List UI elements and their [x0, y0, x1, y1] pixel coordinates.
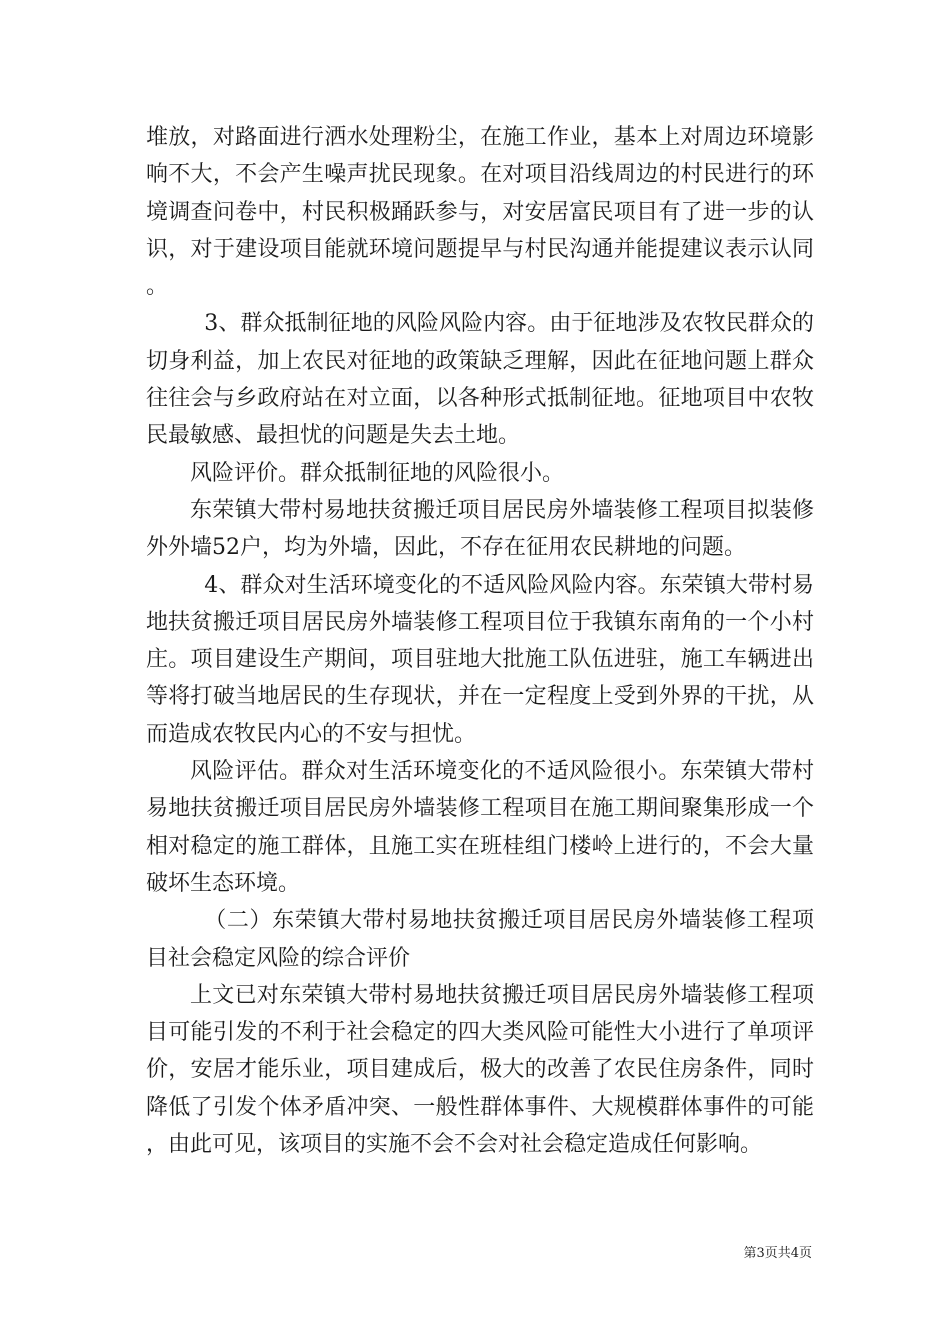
paragraph-risk-4-assessment: 风险评估。群众对生活环境变化的不适风险很小。东荣镇大带村易地扶贫搬迁项目居民房外墙装修工程项目在施工期间聚集形成一个相对稳定的施工群体，且施工实在班桂组门楼岭上进行的，不会大量破坏生态环境。	[146, 759, 814, 896]
paragraph-risk-3: 3、群众抵制征地的风险风险内容。由于征地涉及农牧民群众的切身利益，加上农民对征地的政策缺乏理解，因此在征地问题上群众往往会与乡政府站在对立面，以各种形式抵制征地。征地项目中农牧民最敏感、最担忧的问题是失去土地。	[146, 311, 814, 449]
paragraph-continuation: 堆放，对路面进行洒水处理粉尘，在施工作业，基本上对周边环境影响不大，不会产生噪声扰民现象。在对项目沿线周边的村民进行的环境调查问卷中，村民积极踊跃参与，对安居富民项目有了进一步的认识，对于建设项目能就环境问题提早与村民沟通并能提建议表示认同。	[146, 125, 814, 300]
section-heading-comprehensive-evaluation: （二）东荣镇大带村易地扶贫搬迁项目居民房外墙装修工程项目社会稳定风险的综合评价	[146, 908, 814, 971]
paragraph-risk-3-evaluation: 风险评价。群众抵制征地的风险很小。	[190, 460, 565, 486]
paragraph-comprehensive-evaluation: 上文已对东荣镇大带村易地扶贫搬迁项目居民房外墙装修工程项目可能引发的不利于社会稳定的四大类风险可能性大小进行了单项评价，安居才能乐业，项目建成后，极大的改善了农民住房条件，同时降低了引发个体矛盾冲突、一般性群体事件、大规模群体事件的可能，由此可见，该项目的实施不会不会对社会稳定造成任何影响。	[146, 982, 814, 1158]
page-number: 第3页共4页	[743, 1246, 812, 1261]
paragraph-risk-3-detail: 东荣镇大带村易地扶贫搬迁项目居民房外墙装修工程项目拟装修外外墙52户，均为外墙，因此，不存在征用农民耕地的问题。	[146, 497, 814, 561]
paragraph-risk-4: 4、群众对生活环境变化的不适风险风险内容。东荣镇大带村易地扶贫搬迁项目居民房外墙装修工程项目位于我镇东南角的一个小村庄。项目建设生产期间，项目驻地大批施工队伍进驻，施工车辆进出等将打破当地居民的生存现状，并在一定程度上受到外界的干扰，从而造成农牧民内心的不安与担忧。	[146, 572, 814, 747]
document-body	[146, 119, 814, 1163]
